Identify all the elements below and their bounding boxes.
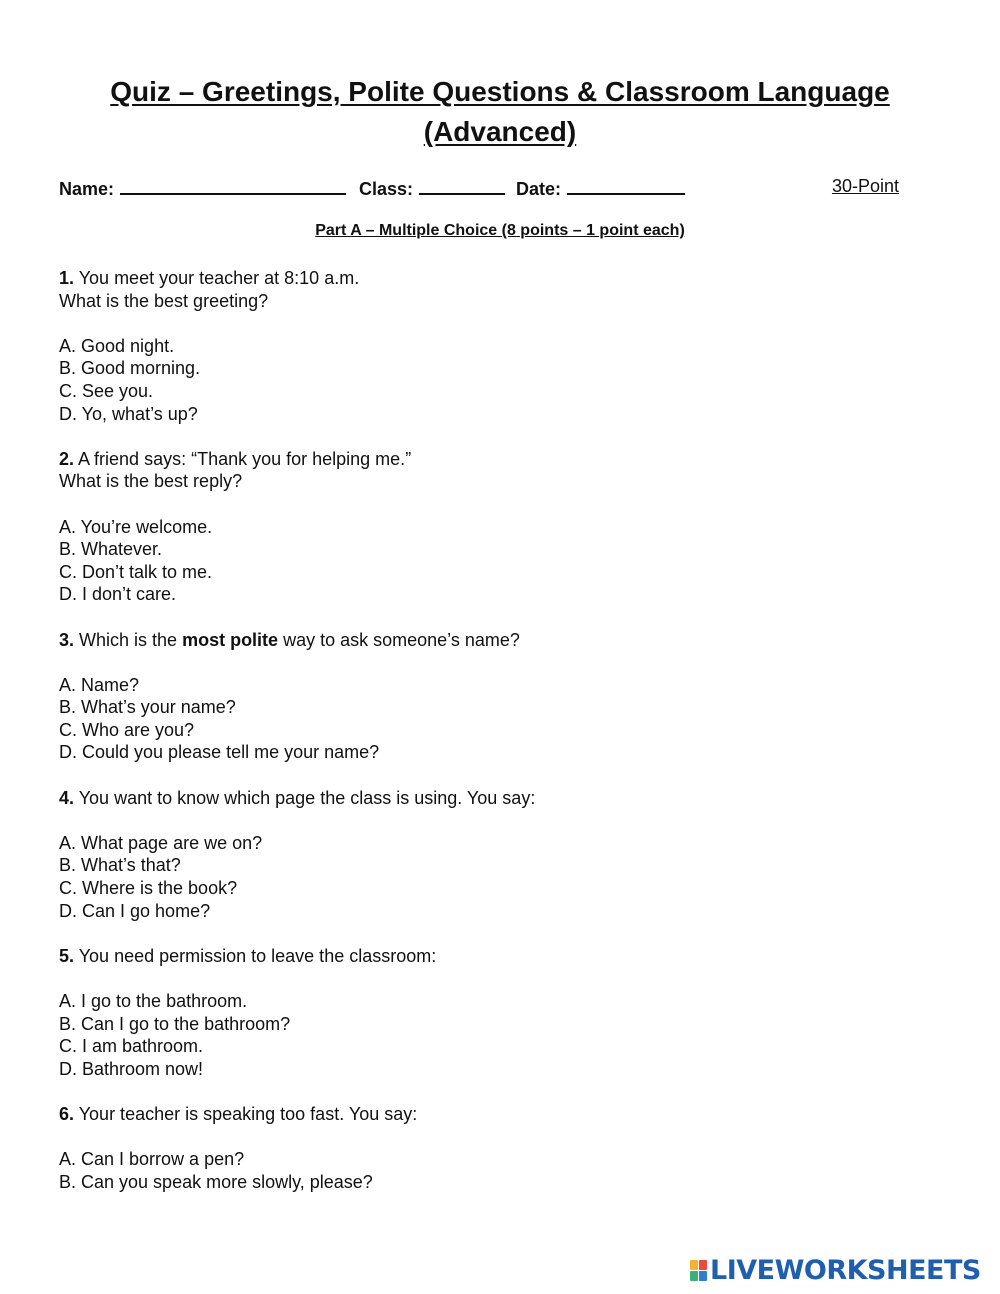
question-emphasis: most polite — [182, 629, 279, 650]
question-number: 6. — [59, 1103, 75, 1124]
title-line-2: (Advanced) — [423, 116, 577, 147]
option-d: D. Yo, what’s up? — [59, 403, 198, 424]
question-number: 2. — [59, 448, 75, 469]
option-c: C. See you. — [59, 380, 154, 401]
question-text: Which is the — [74, 629, 183, 650]
question-5 — [59, 945, 939, 1081]
title-line-1: Quiz – Greetings, Polite Questions & Classroom Language — [110, 76, 890, 107]
question-4 — [59, 787, 939, 923]
option-a: A. You’re welcome. — [59, 516, 213, 537]
option-c: C. I am bathroom. — [59, 1036, 204, 1057]
question-stem — [59, 267, 939, 312]
option-a: A. Name? — [59, 674, 140, 695]
logo-tile — [699, 1260, 707, 1270]
question-number: 4. — [59, 787, 75, 808]
question-stem — [59, 787, 939, 810]
option-d: D. I don’t care. — [59, 584, 177, 605]
option-d: D. Could you please tell me your name? — [59, 742, 380, 763]
date-field — [516, 176, 685, 200]
question-text: Your teacher is speaking too fast. You say: — [74, 1103, 418, 1124]
date-blank — [567, 176, 685, 195]
question-1 — [59, 267, 939, 425]
question-3 — [59, 629, 939, 765]
class-blank — [419, 176, 505, 195]
question-list — [59, 267, 939, 1216]
logo-tile — [690, 1260, 698, 1270]
option-b: B. Can I go to the bathroom? — [59, 1013, 291, 1034]
option-b: B. Can you speak more slowly, please? — [59, 1171, 373, 1192]
question-text: You need permission to leave the classroom: — [74, 945, 437, 966]
question-text: You want to know which page the class is using. You say: — [74, 787, 536, 808]
liveworksheets-logo-icon — [690, 1260, 707, 1281]
question-stem — [59, 945, 939, 968]
option-b: B. What’s that? — [59, 855, 181, 876]
option-d: D. Bathroom now! — [59, 1058, 204, 1079]
question-2 — [59, 448, 939, 606]
name-blank — [120, 176, 346, 195]
page-title — [60, 72, 940, 152]
option-b: B. Good morning. — [59, 358, 201, 379]
logo-text: LIVEWORKSHEETS — [710, 1254, 981, 1286]
option-a: A. Can I borrow a pen? — [59, 1149, 245, 1170]
part-a-heading: Part A – Multiple Choice (8 points – 1 point each) — [315, 222, 685, 239]
name-field — [59, 176, 346, 200]
option-b: B. What’s your name? — [59, 697, 236, 718]
option-c: C. Where is the book? — [59, 878, 238, 899]
question-6 — [59, 1103, 939, 1193]
points-total: 30-Point — [831, 176, 899, 196]
question-text: What is the best greeting? — [59, 290, 269, 311]
question-number: 5. — [59, 945, 75, 966]
question-stem — [59, 1103, 939, 1126]
student-info-row — [59, 176, 899, 200]
question-text: You meet your teacher at 8:10 a.m. — [74, 268, 360, 288]
question-text: A friend says: “Thank you for helping me.” — [74, 448, 412, 469]
logo-tile — [690, 1271, 698, 1281]
option-b: B. Whatever. — [59, 539, 163, 560]
question-number: 3. — [59, 629, 75, 650]
option-a: A. Good night. — [59, 335, 175, 356]
class-label: Class: — [359, 179, 414, 199]
date-label: Date: — [516, 179, 562, 199]
option-c: C. Who are you? — [59, 719, 195, 740]
option-a: A. I go to the bathroom. — [59, 991, 248, 1011]
option-d: D. Can I go home? — [59, 900, 211, 921]
question-stem — [59, 448, 939, 493]
question-text: way to ask someone’s name? — [278, 629, 520, 650]
option-a: A. What page are we on? — [59, 832, 263, 853]
question-text: What is the best reply? — [59, 471, 243, 492]
logo-tile — [699, 1271, 707, 1281]
liveworksheets-logo — [690, 1252, 981, 1288]
name-label: Name: — [59, 179, 115, 199]
class-field — [359, 176, 505, 200]
option-c: C. Don’t talk to me. — [59, 561, 213, 582]
question-stem — [59, 629, 939, 652]
question-number: 1. — [59, 268, 75, 288]
